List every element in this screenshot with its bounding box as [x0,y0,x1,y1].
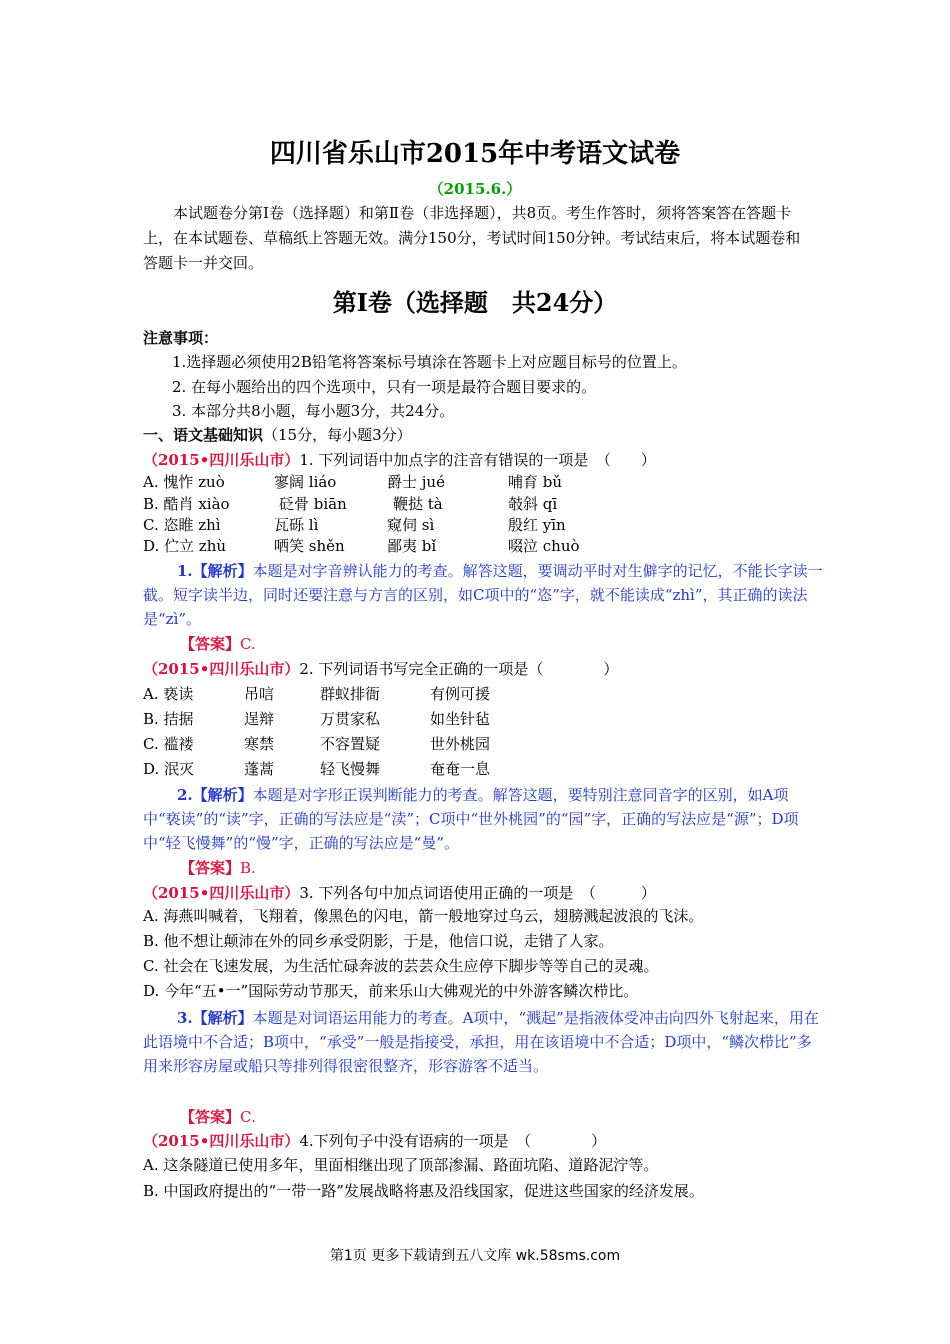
q2-cell: 群蚁排衙 [320,685,381,703]
q2-cell: 如坐针毡 [430,710,491,728]
q1-cell: D. 伫立 zhù [143,537,227,555]
q3-option: D. 今年“五•一”国际劳动节那天，前来乐山大佛观光的中外游客鳞次栉比。 [143,982,639,1000]
q1-cell: 寥阔 liáo [274,473,337,491]
q1-cell: 瓦砾 lì [274,516,319,534]
q4-header [143,1130,606,1152]
q3-option: B. 他不想让颠沛在外的同乡承受阴影，于是，他信口说，走错了人家。 [143,932,614,950]
q1-cell: 攲斜 qī [508,495,558,513]
q4-stem: 4.下列句子中没有语病的一项是 （ ） [299,1132,607,1150]
q3-analysis [143,1006,823,1078]
q3-option: C. 社会在飞速发展，为生活忙碌奔波的芸芸众生应停下脚步等等自己的灵魂。 [143,957,659,975]
q2-stem: 2. 下列词语书写完全正确的一项是（ ） [299,660,619,678]
q1-source: （2015•四川乐山市） [143,451,300,469]
q2-cell: B. 拮据 [143,710,194,728]
q3-stem: 3. 下列各句中加点词语使用正确的一项是 （ ） [299,884,656,902]
q3-analysis-label: 3.【解析】 [177,1009,253,1027]
q2-answer [180,857,256,879]
q2-analysis-label: 2.【解析】 [177,786,253,804]
q2-cell: 不容置疑 [320,735,381,753]
q2-cell: 有例可援 [430,685,491,703]
q1-cell: 啜泣 chuò [508,537,580,555]
notice-item: 1.选择题必须使用2B铅笔将答案标号填涂在答题卡上对应题目标号的位置上。 [172,353,687,371]
q2-answer-label: 【答案】 [180,859,241,877]
q1-analysis-label: 1.【解析】 [177,562,253,580]
q1-cell: C. 恣睢 zhì [143,516,221,534]
q2-cell: 吊唁 [244,685,275,703]
q2-cell: A. 亵读 [143,685,194,703]
q2-cell: 轻飞慢舞 [320,760,381,778]
q1-analysis [143,559,823,631]
q1-answer-label: 【答案】 [180,635,241,653]
q1-cell: B. 酷肖 xiào [143,495,230,513]
q1-cell: 哺育 bǔ [508,473,563,491]
q2-cell: D. 泯灭 [143,760,195,778]
document-title: 四川省乐山市2015年中考语文试卷 [269,139,681,169]
q2-cell: 万贯家私 [320,710,381,728]
q1-cell: 窥伺 sì [387,516,435,534]
q3-option: A. 海燕叫喊着，飞翔着，像黑色的闪电，箭一般地穿过乌云，翅膀溅起波浪的飞沫。 [143,907,704,925]
part-note: （15分，每小题3分） [263,426,412,444]
q1-cell: 殷红 yīn [508,516,566,534]
q1-cell: 鄙夷 bǐ [387,537,437,555]
notice-item: 3. 本部分共8小题，每小题3分，共24分。 [172,402,455,420]
q3-header [143,882,656,904]
q2-header [143,658,618,680]
q1-answer-value: C. [240,635,256,653]
q1-cell: 鞭挞 tà [393,495,443,513]
q2-cell: 奄奄一息 [430,760,491,778]
q3-answer-label: 【答案】 [180,1108,241,1126]
q3-analysis-text: 本题是对词语运用能力的考查。A项中，“溅起”是指液体受冲击向四外飞射起来，用在此语境中不合适；B项中，“承受”一般是指接受，承担，用在该语境中不合适；D项中，“鳞次栉比”多用来形容房屋或船只等排列得很密很整齐，形容游客不适当。 [143,1009,819,1075]
q1-cell: A. 愧怍 zuò [143,473,225,491]
q1-analysis-text: 本题是对字音辨认能力的考查。解答这题，要调动平时对生僻字的记忆，不能长字读一截。短字读半边，同时还要注意与方言的区别，如C项中的“恣”字，就不能读成“zhì”，其正确的读法是“zì”。 [143,562,823,628]
notice-title: 注意事项： [143,329,219,347]
q1-cell: 爵士 jué [387,473,445,491]
notice-item: 2. 在每小题给出的四个选项中，只有一项是最符合题目要求的。 [172,378,597,396]
q4-option: A. 这条隧道已使用多年，里面相继出现了顶部渗漏、路面坑陷、道路泥泞等。 [143,1156,659,1174]
q3-answer-value: C. [240,1108,256,1126]
q2-analysis-text: 本题是对字形正误判断能力的考查。解答这题，要特别注意同音字的区别，如A项中“亵读”的“读”字，正确的写法应是“渎”；C项中“世外桃园”的“园”字，正确的写法应是“源”；D项中“轻飞慢舞”的“慢”字，正确的写法应是“曼”。 [143,786,799,852]
exam-date: （2015.6.） [428,180,522,198]
q1-answer [180,633,256,655]
q4-source: （2015•四川乐山市） [143,1132,300,1150]
q2-cell: 寒禁 [244,735,275,753]
q1-header [143,449,656,471]
q2-cell: 世外桃园 [430,735,491,753]
q1-cell: 砭骨 biān [279,495,347,513]
part-title: 一、语文基础知识 [143,426,264,444]
section-title: 第Ⅰ卷（选择题 共24分） [332,288,618,317]
page-footer: 第1页 更多下载请到五八文库 wk.58sms.com [329,1248,621,1264]
q4-option: B. 中国政府提出的“一带一路”发展战略将惠及沿线国家，促进这些国家的经济发展。 [143,1182,704,1200]
q1-cell: 哂笑 shěn [274,537,345,555]
q2-cell: 逞辩 [244,710,275,728]
q3-answer [180,1106,256,1128]
part-heading [143,424,412,446]
q2-cell: C. 褴褛 [143,735,194,753]
intro-paragraph: 本试题卷分第Ⅰ卷（选择题）和第Ⅱ卷（非选择题），共8页。考生作答时，须将答案答在答题卡上，在本试题卷、草稿纸上答题无效。满分150分，考试时间150分钟。考试结束后，将本试题卷和答题卡一并交回。 [143,204,801,272]
q2-source: （2015•四川乐山市） [143,660,300,678]
q2-answer-value: B. [240,859,256,877]
q3-source: （2015•四川乐山市） [143,884,300,902]
q1-stem: 1. 下列词语中加点字的注音有错误的一项是 （ ） [299,451,656,469]
q2-cell: 蓬蒿 [244,760,275,778]
q2-analysis [143,783,823,855]
